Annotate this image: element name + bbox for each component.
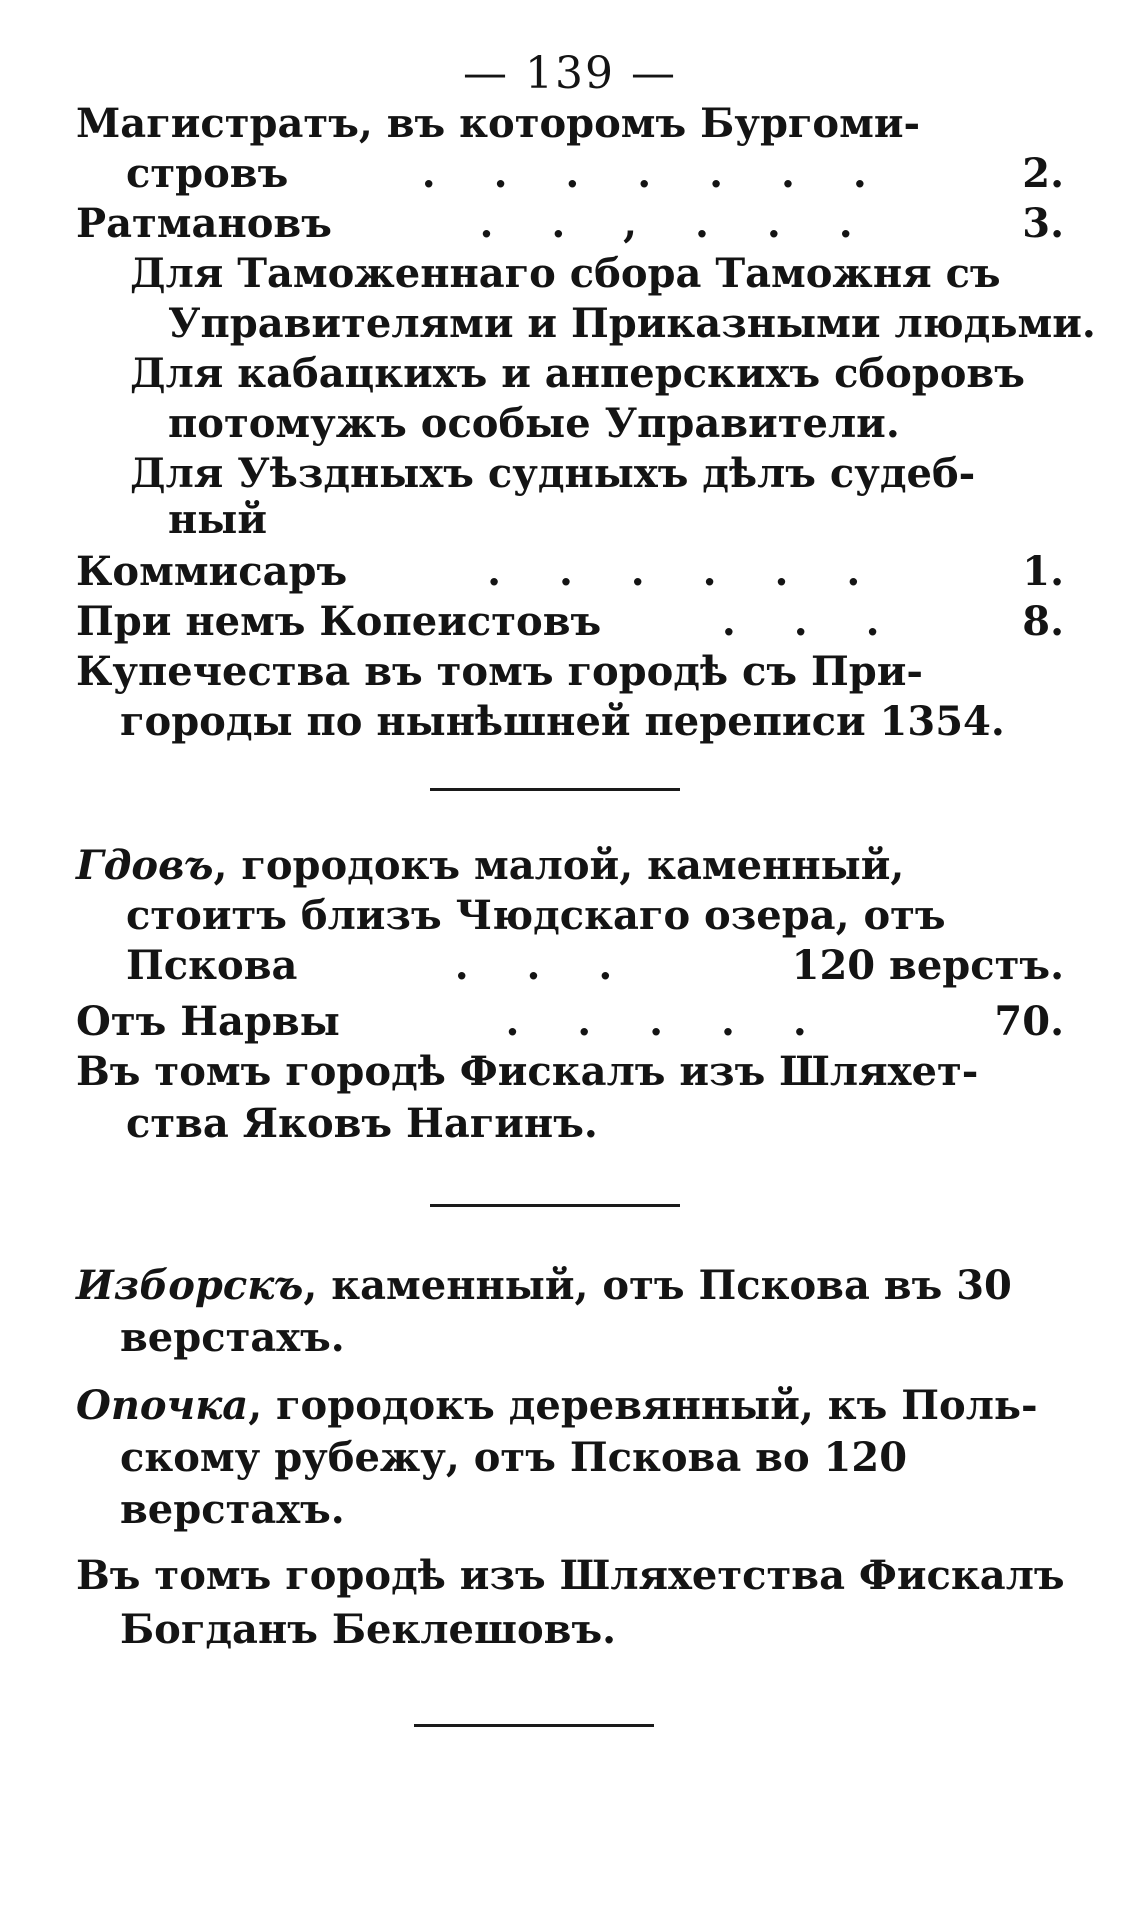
s2-row-pskov xyxy=(126,942,1064,989)
town-name-izborsk: Изборскъ xyxy=(76,1262,304,1309)
s1-line-13: городы по нынѣшней переписи 1354. xyxy=(120,698,1005,745)
s2-line-5: Въ томъ городѣ Фискалъ изъ Шляхет- xyxy=(76,1048,979,1095)
s3-line-7: Богданъ Беклешовъ. xyxy=(120,1606,617,1653)
leader-dots: . . . . . . . xyxy=(421,150,889,197)
section-divider xyxy=(430,788,680,791)
leader-dots: . . . . . xyxy=(505,998,829,1045)
row-value: 1. xyxy=(1022,548,1064,595)
s1-row-copyists xyxy=(76,598,1064,645)
page-number: — 139 — xyxy=(463,48,677,99)
leader-dots: . . , . . . xyxy=(479,200,875,247)
row-label: Ратмановъ xyxy=(76,200,332,247)
s2-row-narva xyxy=(76,998,1064,1045)
s1-line-6: Для кабацкихъ и анперскихъ сборовъ xyxy=(130,350,1025,397)
s1-line-4: Для Таможеннаго сбора Таможня съ xyxy=(130,250,1001,297)
s1-row-burgomasters xyxy=(126,150,1064,197)
s1-line-12: Купечества въ томъ городѣ съ При- xyxy=(76,648,923,695)
s3-line-1 xyxy=(76,1262,1012,1309)
row-value: 70. xyxy=(994,998,1064,1045)
s1-line-8: Для Уѣздныхъ судныхъ дѣлъ судеб- xyxy=(130,450,976,497)
section-divider xyxy=(414,1724,654,1727)
leader-dots: . . . xyxy=(454,942,635,989)
row-value: 3. xyxy=(1022,200,1064,247)
s1-line-9: ный xyxy=(168,496,268,543)
town-name-opochka: Опочка xyxy=(76,1382,249,1429)
s3-line-6: Въ томъ городѣ изъ Шляхетства Фискалъ xyxy=(76,1552,1065,1599)
s2-line-6: ства Яковъ Нагинъ. xyxy=(126,1100,598,1147)
row-value: 2. xyxy=(1022,150,1064,197)
row-label: стровъ xyxy=(126,150,289,197)
leader-dots: . . . . . . xyxy=(487,548,883,595)
s2-line-2: стоитъ близъ Чюдскаго озера, отъ xyxy=(126,892,946,939)
row-value: 120 верстъ. xyxy=(791,942,1064,989)
s3-line-3 xyxy=(76,1382,1038,1429)
section-divider xyxy=(430,1204,680,1207)
row-label: При немъ Копеистовъ xyxy=(76,598,602,645)
s1-line-1: Магистратъ, въ которомъ Бургоми- xyxy=(76,100,921,147)
s2-line-1-rest: , городокъ малой, каменный, xyxy=(213,842,905,889)
s3-line-3-rest: , городокъ деревянный, къ Поль- xyxy=(248,1382,1038,1429)
s3-line-2: верстахъ. xyxy=(120,1314,345,1361)
row-label: Коммисаръ xyxy=(76,548,348,595)
s1-row-commissar xyxy=(76,548,1064,595)
s1-line-7: потомужъ особые Управители. xyxy=(168,400,900,447)
s2-line-1 xyxy=(76,842,905,889)
row-label: Отъ Нарвы xyxy=(76,998,340,1045)
s3-line-5: верстахъ. xyxy=(120,1486,345,1533)
s1-row-ratmans xyxy=(76,200,1064,247)
town-name-gdov: Гдовъ xyxy=(76,842,214,889)
s3-line-1-rest: , каменный, отъ Пскова въ 30 xyxy=(303,1262,1012,1309)
row-label: Пскова xyxy=(126,942,298,989)
s3-line-4: скому рубежу, отъ Пскова во 120 xyxy=(120,1434,908,1481)
row-value: 8. xyxy=(1022,598,1064,645)
s1-line-5: Управителями и Приказными людьми. xyxy=(168,300,1096,347)
leader-dots: . . . xyxy=(721,598,902,645)
